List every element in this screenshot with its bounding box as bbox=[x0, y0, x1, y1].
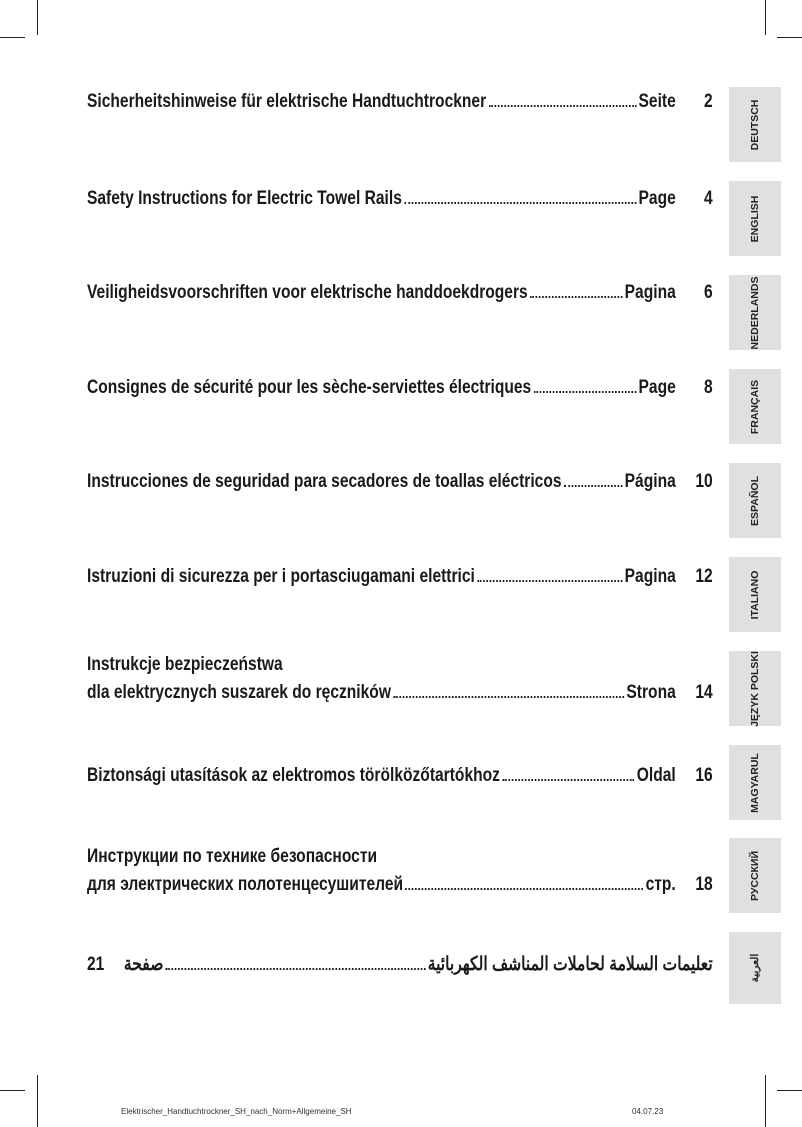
page-number: 16 bbox=[695, 765, 713, 786]
page-label: Pagina bbox=[624, 566, 676, 587]
toc-entry-pl[interactable] bbox=[87, 651, 713, 707]
toc-entry-nl[interactable] bbox=[87, 279, 713, 307]
toc-title: для электрических полотенцесушителей bbox=[87, 874, 404, 895]
crop-mark bbox=[765, 0, 766, 35]
crop-mark bbox=[37, 1075, 38, 1127]
page-label: стр. bbox=[645, 874, 676, 895]
toc-entry-hu[interactable] bbox=[87, 762, 713, 790]
toc-title: Safety Instructions for Electric Towel Rails bbox=[87, 188, 402, 209]
language-tab-hu[interactable] bbox=[729, 745, 781, 820]
crop-mark bbox=[0, 37, 25, 38]
dot-leader bbox=[404, 202, 636, 204]
tab-label: NEDERLANDS bbox=[749, 276, 761, 349]
dot-leader bbox=[530, 296, 622, 298]
crop-mark bbox=[0, 1090, 25, 1091]
dot-leader bbox=[477, 580, 622, 582]
tab-label: ITALIANO bbox=[749, 570, 761, 619]
tab-label: MAGYARUL bbox=[749, 752, 761, 813]
language-tab-it[interactable] bbox=[729, 557, 781, 632]
tab-label: DEUTSCH bbox=[749, 99, 761, 150]
language-tab-ru[interactable] bbox=[729, 838, 781, 913]
page-number: 8 bbox=[703, 377, 713, 398]
toc-entry-fr[interactable] bbox=[87, 374, 713, 402]
language-tab-es[interactable] bbox=[729, 463, 781, 538]
language-tab-de[interactable] bbox=[729, 87, 781, 162]
toc-title: Istruzioni di sicurezza per i portasciugamani elettrici bbox=[87, 566, 475, 587]
page-number: 10 bbox=[695, 471, 713, 492]
toc-title: Biztonsági utasítások az elektromos törölközőtartókhoz bbox=[87, 765, 500, 786]
toc-title: تعليمات السلامة لحاملات المناشف الكهربائية bbox=[427, 954, 713, 975]
page-label: Strona bbox=[626, 682, 676, 703]
tab-label: РУССКИЙ bbox=[749, 850, 761, 901]
toc-title: Instrucciones de seguridad para secadores de toallas eléctricos bbox=[87, 471, 562, 492]
crop-mark bbox=[37, 0, 38, 35]
toc-entry-ar[interactable] bbox=[87, 951, 713, 979]
toc-entry-de[interactable] bbox=[87, 88, 713, 116]
dot-leader bbox=[406, 888, 644, 890]
language-tab-nl[interactable] bbox=[729, 275, 781, 350]
toc-entry-ru[interactable] bbox=[87, 843, 713, 899]
page-number: 4 bbox=[703, 188, 713, 209]
page-label: Seite bbox=[638, 91, 676, 112]
language-tab-ar[interactable] bbox=[729, 932, 781, 1004]
dot-leader bbox=[166, 968, 425, 970]
tab-label: ENGLISH bbox=[749, 195, 761, 242]
toc-title: dla elektrycznych suszarek do ręczników bbox=[87, 682, 391, 703]
dot-leader bbox=[564, 485, 622, 487]
page-label: Oldal bbox=[636, 765, 676, 786]
toc-entry-es[interactable] bbox=[87, 468, 713, 496]
crop-mark bbox=[777, 37, 802, 38]
dot-leader bbox=[393, 696, 624, 698]
page-number: 2 bbox=[703, 91, 713, 112]
dot-leader bbox=[534, 391, 636, 393]
language-tab-pl[interactable] bbox=[729, 651, 781, 726]
page-label: صفحة bbox=[123, 954, 164, 975]
language-tab-fr[interactable] bbox=[729, 369, 781, 444]
page-number: 18 bbox=[695, 874, 713, 895]
toc-title: Veiligheidsvoorschriften voor elektrische handdoekdrogers bbox=[87, 282, 528, 303]
toc-title: Инструкции по технике безопасности bbox=[87, 846, 378, 867]
tab-label: JĘZYK POLSKI bbox=[749, 650, 761, 727]
tab-label: العربية bbox=[749, 953, 761, 983]
dot-leader bbox=[502, 779, 634, 781]
language-tab-en[interactable] bbox=[729, 181, 781, 256]
page-number: 12 bbox=[695, 566, 713, 587]
toc-title: Instrukcje bezpieczeństwa bbox=[87, 654, 283, 675]
page-label: Page bbox=[638, 377, 676, 398]
page-label: Página bbox=[624, 471, 676, 492]
tab-label: FRANÇAIS bbox=[749, 379, 761, 434]
crop-mark bbox=[765, 1075, 766, 1127]
page-label: Page bbox=[638, 188, 676, 209]
page-number: 6 bbox=[703, 282, 713, 303]
page-number: 21 bbox=[87, 954, 105, 975]
crop-mark bbox=[777, 1090, 802, 1091]
dot-leader bbox=[489, 105, 636, 107]
page-label: Pagina bbox=[624, 282, 676, 303]
toc-entry-en[interactable] bbox=[87, 185, 713, 213]
footer-date: 04.07.23 bbox=[632, 1107, 664, 1116]
footer-filename: Elektrischer_Handtuchtrockner_SH_nach_Norm+Allgemeine_SH bbox=[121, 1107, 352, 1116]
toc-entry-it[interactable] bbox=[87, 563, 713, 591]
tab-label: ESPAÑOL bbox=[749, 475, 761, 526]
toc-title: Sicherheitshinweise für elektrische Handtuchtrockner bbox=[87, 91, 487, 112]
toc-title: Consignes de sécurité pour les sèche-serviettes électriques bbox=[87, 377, 532, 398]
page-number: 14 bbox=[695, 682, 713, 703]
